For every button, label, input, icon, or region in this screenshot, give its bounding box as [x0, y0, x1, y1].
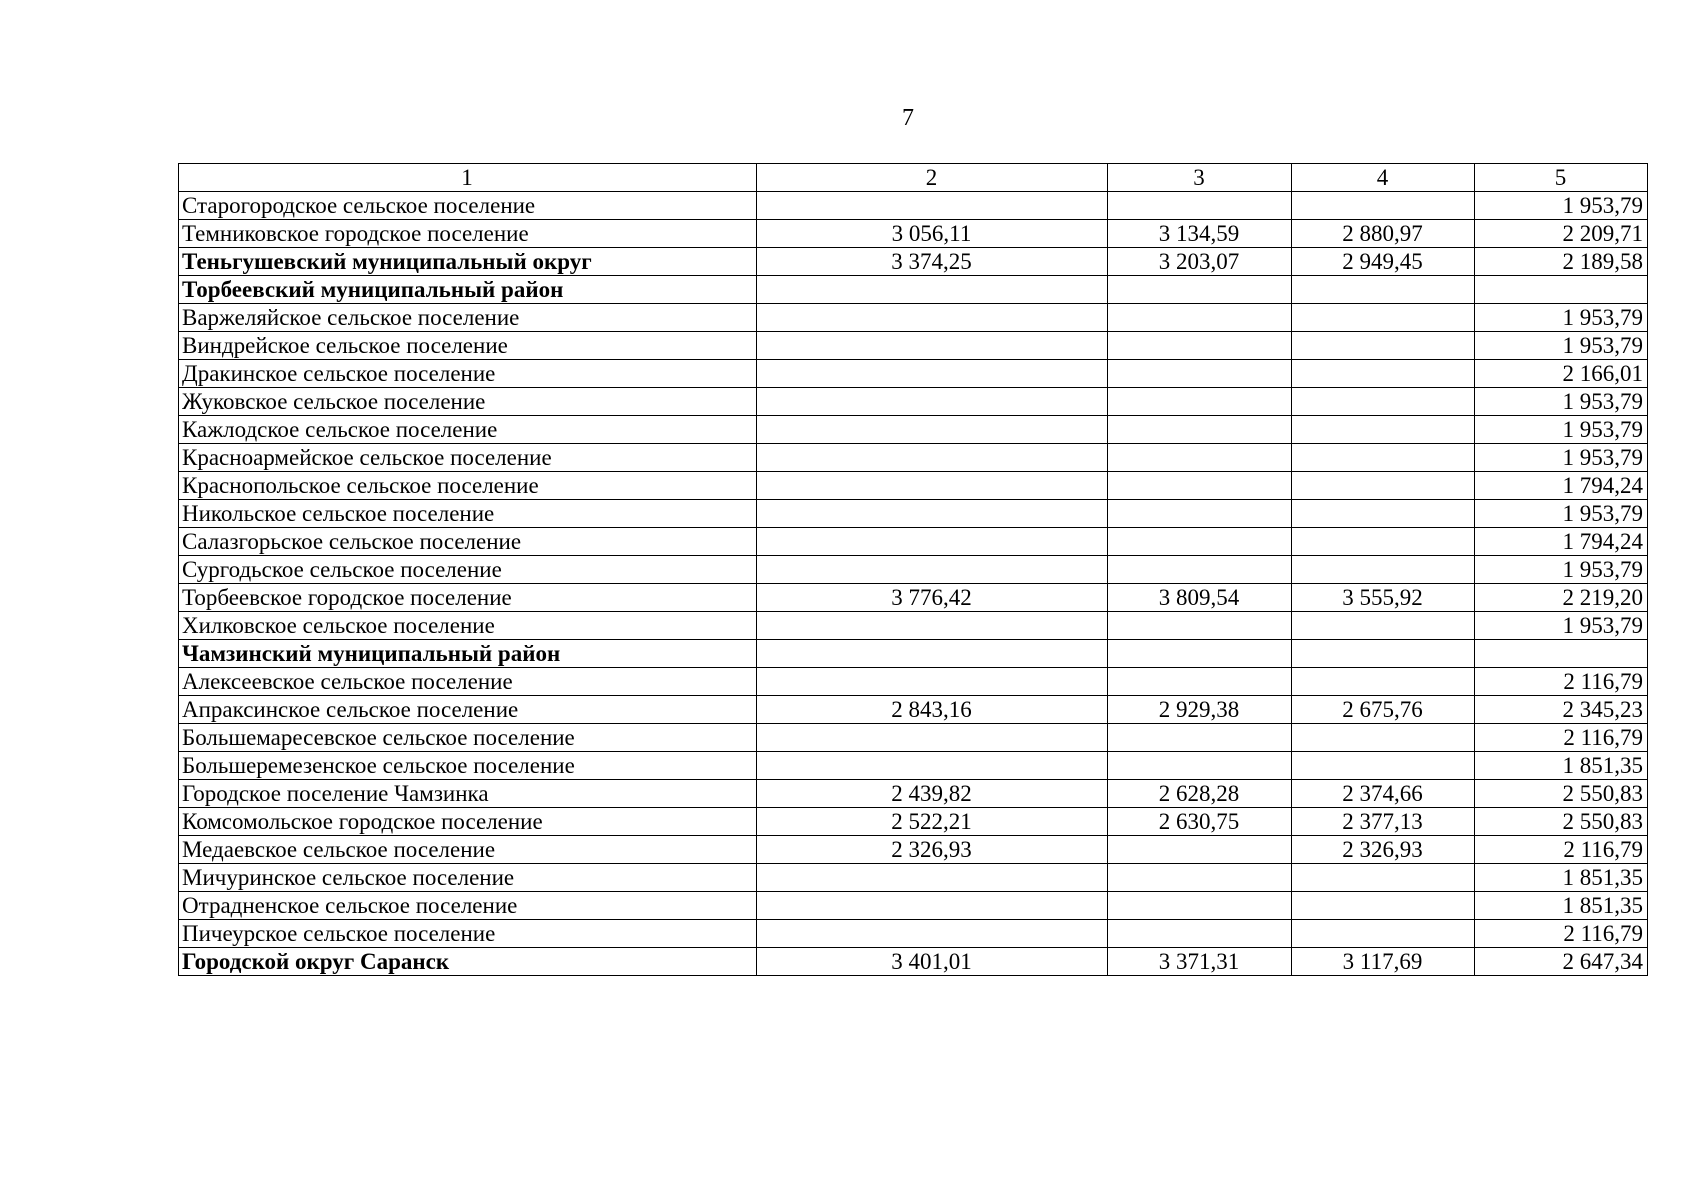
row-value-col4 — [1292, 612, 1475, 640]
row-value-col5: 2 116,79 — [1475, 836, 1648, 864]
row-value-col4 — [1292, 360, 1475, 388]
row-value-col3 — [1108, 920, 1292, 948]
row-value-col2 — [757, 416, 1108, 444]
row-name-cell: Большемаресевское сельское поселение — [179, 724, 757, 752]
row-name-cell: Хилковское сельское поселение — [179, 612, 757, 640]
row-name-cell: Темниковское городское поселение — [179, 220, 757, 248]
row-value-col2 — [757, 920, 1108, 948]
row-value-col2: 3 776,42 — [757, 584, 1108, 612]
row-value-col4: 2 880,97 — [1292, 220, 1475, 248]
row-value-col4 — [1292, 500, 1475, 528]
row-value-col3 — [1108, 332, 1292, 360]
column-header-4: 4 — [1292, 164, 1475, 192]
row-value-col4 — [1292, 472, 1475, 500]
row-value-col2 — [757, 724, 1108, 752]
row-value-col3 — [1108, 556, 1292, 584]
table-row — [179, 780, 1648, 808]
row-name-cell: Салазгорьское сельское поселение — [179, 528, 757, 556]
row-value-col5: 1 794,24 — [1475, 528, 1648, 556]
row-name-cell: Большеремезенское сельское поселение — [179, 752, 757, 780]
table-row — [179, 808, 1648, 836]
row-value-col5: 2 209,71 — [1475, 220, 1648, 248]
row-value-col5: 1 953,79 — [1475, 388, 1648, 416]
row-value-col2: 3 374,25 — [757, 248, 1108, 276]
row-value-col2 — [757, 668, 1108, 696]
row-value-col5: 1 851,35 — [1475, 864, 1648, 892]
row-value-col3 — [1108, 612, 1292, 640]
row-value-col2 — [757, 388, 1108, 416]
row-value-col5: 1 953,79 — [1475, 332, 1648, 360]
row-value-col2 — [757, 304, 1108, 332]
row-value-col4 — [1292, 752, 1475, 780]
row-value-col3 — [1108, 416, 1292, 444]
row-name-cell: Отрадненское сельское поселение — [179, 892, 757, 920]
column-header-5: 5 — [1475, 164, 1648, 192]
row-value-col4: 3 117,69 — [1292, 948, 1475, 976]
row-value-col5: 2 550,83 — [1475, 780, 1648, 808]
row-value-col5: 2 116,79 — [1475, 920, 1648, 948]
table-row — [179, 500, 1648, 528]
row-value-col4: 3 555,92 — [1292, 584, 1475, 612]
row-name-cell: Торбеевское городское поселение — [179, 584, 757, 612]
table-row — [179, 220, 1648, 248]
row-value-col3 — [1108, 892, 1292, 920]
table-row — [179, 472, 1648, 500]
row-value-col4 — [1292, 864, 1475, 892]
row-name-cell: Торбеевский муниципальный район — [179, 276, 757, 304]
row-name-cell: Алексеевское сельское поселение — [179, 668, 757, 696]
table-row — [179, 836, 1648, 864]
table-row — [179, 640, 1648, 668]
row-name-cell: Пичеурское сельское поселение — [179, 920, 757, 948]
table-row — [179, 360, 1648, 388]
row-value-col5: 2 345,23 — [1475, 696, 1648, 724]
row-value-col2 — [757, 276, 1108, 304]
row-name-cell: Комсомольское городское поселение — [179, 808, 757, 836]
row-value-col2: 2 439,82 — [757, 780, 1108, 808]
table-row — [179, 696, 1648, 724]
table-row — [179, 388, 1648, 416]
row-value-col2 — [757, 192, 1108, 220]
row-value-col3: 3 134,59 — [1108, 220, 1292, 248]
table-row — [179, 920, 1648, 948]
row-value-col4: 2 949,45 — [1292, 248, 1475, 276]
table-row — [179, 584, 1648, 612]
table-body — [179, 192, 1648, 976]
column-header-3: 3 — [1108, 164, 1292, 192]
row-value-col3 — [1108, 668, 1292, 696]
row-value-col4 — [1292, 920, 1475, 948]
row-value-col5: 1 953,79 — [1475, 444, 1648, 472]
row-value-col2: 2 522,21 — [757, 808, 1108, 836]
row-value-col3 — [1108, 360, 1292, 388]
row-value-col3 — [1108, 444, 1292, 472]
row-name-cell: Дракинское сельское поселение — [179, 360, 757, 388]
row-name-cell: Апраксинское сельское поселение — [179, 696, 757, 724]
row-value-col5: 2 647,34 — [1475, 948, 1648, 976]
row-value-col3 — [1108, 864, 1292, 892]
column-header-1: 1 — [179, 164, 757, 192]
row-name-cell: Красноармейское сельское поселение — [179, 444, 757, 472]
row-value-col4 — [1292, 556, 1475, 584]
table-row — [179, 528, 1648, 556]
row-value-col2: 3 056,11 — [757, 220, 1108, 248]
row-value-col3 — [1108, 304, 1292, 332]
row-value-col2: 2 326,93 — [757, 836, 1108, 864]
row-value-col4 — [1292, 724, 1475, 752]
row-name-cell: Краснопольское сельское поселение — [179, 472, 757, 500]
row-value-col4 — [1292, 528, 1475, 556]
row-value-col5: 1 953,79 — [1475, 192, 1648, 220]
row-value-col5: 1 851,35 — [1475, 752, 1648, 780]
row-value-col5: 1 953,79 — [1475, 556, 1648, 584]
table-row — [179, 276, 1648, 304]
row-value-col3 — [1108, 472, 1292, 500]
table-row — [179, 612, 1648, 640]
table-row — [179, 192, 1648, 220]
row-name-cell: Сургодьское сельское поселение — [179, 556, 757, 584]
row-value-col3 — [1108, 192, 1292, 220]
row-value-col3 — [1108, 388, 1292, 416]
row-value-col2 — [757, 612, 1108, 640]
row-value-col5: 2 189,58 — [1475, 248, 1648, 276]
column-header-2: 2 — [757, 164, 1108, 192]
row-value-col4 — [1292, 444, 1475, 472]
table-row — [179, 892, 1648, 920]
row-value-col4 — [1292, 640, 1475, 668]
row-value-col5: 1 953,79 — [1475, 416, 1648, 444]
row-value-col4 — [1292, 304, 1475, 332]
row-value-col2 — [757, 864, 1108, 892]
row-value-col2 — [757, 528, 1108, 556]
row-name-cell: Городское поселение Чамзинка — [179, 780, 757, 808]
row-value-col2 — [757, 752, 1108, 780]
page-number: 7 — [902, 105, 914, 131]
row-value-col4: 2 377,13 — [1292, 808, 1475, 836]
row-value-col4 — [1292, 416, 1475, 444]
table-row — [179, 752, 1648, 780]
table-header-row — [179, 164, 1648, 192]
row-value-col3 — [1108, 500, 1292, 528]
row-value-col2 — [757, 500, 1108, 528]
row-name-cell: Жуковское сельское поселение — [179, 388, 757, 416]
row-name-cell: Виндрейское сельское поселение — [179, 332, 757, 360]
row-value-col2 — [757, 360, 1108, 388]
row-name-cell: Чамзинский муниципальный район — [179, 640, 757, 668]
row-name-cell: Старогородское сельское поселение — [179, 192, 757, 220]
row-value-col3: 3 809,54 — [1108, 584, 1292, 612]
row-name-cell: Городской округ Саранск — [179, 948, 757, 976]
row-value-col5: 2 166,01 — [1475, 360, 1648, 388]
row-value-col2 — [757, 332, 1108, 360]
table-row — [179, 668, 1648, 696]
row-name-cell: Теньгушевский муниципальный округ — [179, 248, 757, 276]
row-value-col4 — [1292, 276, 1475, 304]
row-value-col4: 2 326,93 — [1292, 836, 1475, 864]
row-value-col2 — [757, 892, 1108, 920]
row-value-col2: 2 843,16 — [757, 696, 1108, 724]
row-value-col3: 2 628,28 — [1108, 780, 1292, 808]
row-value-col5: 2 116,79 — [1475, 724, 1648, 752]
row-value-col2 — [757, 472, 1108, 500]
row-name-cell: Кажлодское сельское поселение — [179, 416, 757, 444]
table-row — [179, 444, 1648, 472]
row-value-col3 — [1108, 752, 1292, 780]
row-value-col5: 1 794,24 — [1475, 472, 1648, 500]
table-row — [179, 864, 1648, 892]
table-row — [179, 248, 1648, 276]
tariff-table — [178, 163, 1648, 976]
row-value-col5 — [1475, 276, 1648, 304]
row-value-col3 — [1108, 276, 1292, 304]
row-value-col3 — [1108, 640, 1292, 668]
table-row — [179, 556, 1648, 584]
row-value-col5: 1 953,79 — [1475, 304, 1648, 332]
table-row — [179, 948, 1648, 976]
row-value-col4 — [1292, 388, 1475, 416]
row-value-col3: 3 371,31 — [1108, 948, 1292, 976]
row-value-col2 — [757, 556, 1108, 584]
row-value-col4 — [1292, 668, 1475, 696]
row-value-col5: 2 116,79 — [1475, 668, 1648, 696]
row-value-col4: 2 675,76 — [1292, 696, 1475, 724]
row-name-cell: Никольское сельское поселение — [179, 500, 757, 528]
row-value-col3 — [1108, 724, 1292, 752]
row-name-cell: Варжеляйское сельское поселение — [179, 304, 757, 332]
row-value-col5: 1 953,79 — [1475, 612, 1648, 640]
row-value-col5: 2 550,83 — [1475, 808, 1648, 836]
row-value-col3: 3 203,07 — [1108, 248, 1292, 276]
row-value-col3: 2 630,75 — [1108, 808, 1292, 836]
row-value-col4 — [1292, 332, 1475, 360]
table-row — [179, 416, 1648, 444]
row-value-col3: 2 929,38 — [1108, 696, 1292, 724]
row-value-col4: 2 374,66 — [1292, 780, 1475, 808]
row-value-col2: 3 401,01 — [757, 948, 1108, 976]
row-value-col3 — [1108, 836, 1292, 864]
row-value-col5: 1 953,79 — [1475, 500, 1648, 528]
row-value-col5 — [1475, 640, 1648, 668]
row-value-col4 — [1292, 892, 1475, 920]
table-row — [179, 304, 1648, 332]
row-value-col3 — [1108, 528, 1292, 556]
table-row — [179, 332, 1648, 360]
row-value-col2 — [757, 444, 1108, 472]
row-value-col4 — [1292, 192, 1475, 220]
table-row — [179, 724, 1648, 752]
row-value-col2 — [757, 640, 1108, 668]
row-value-col5: 2 219,20 — [1475, 584, 1648, 612]
row-name-cell: Мичуринское сельское поселение — [179, 864, 757, 892]
row-value-col5: 1 851,35 — [1475, 892, 1648, 920]
row-name-cell: Медаевское сельское поселение — [179, 836, 757, 864]
